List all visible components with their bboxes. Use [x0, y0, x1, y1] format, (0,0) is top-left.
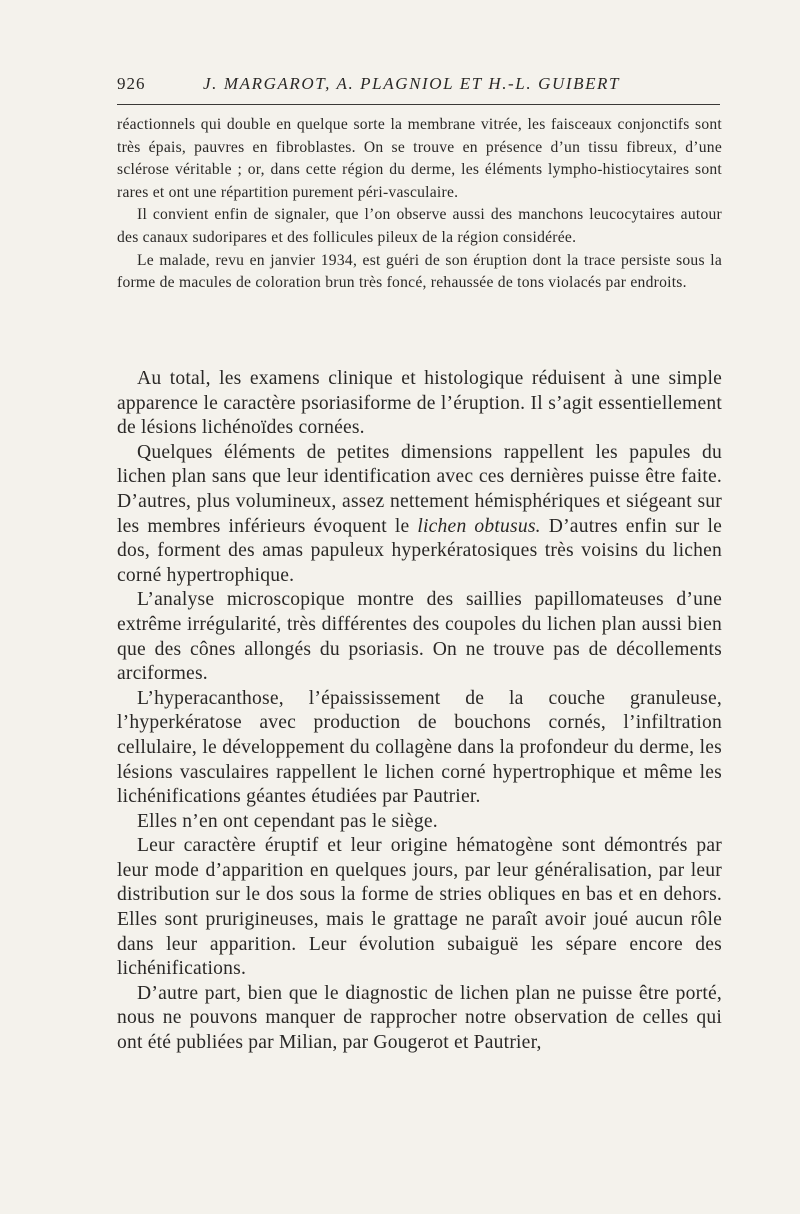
body-paragraph: L’hyperacanthose, l’épaississement de la couche granuleuse, l’hyperkératose avec production de bouchons cornés, l’infiltration cellulaire, le développement du collagène dans la profondeur du derme, les lésions vasculaires rappellent le lichen corné hypertrophique et même les lichénifications géantes étudiées par Pautrier. — [117, 687, 722, 808]
body-paragraph: Elles n’en ont cependant pas le siège. — [137, 810, 438, 832]
paragraph-text: D’autres enfin sur le dos, forment des amas papuleux hyperkératosiques très voisins du lichen corné hypertrophique. — [117, 515, 722, 586]
body-paragraph — [117, 441, 722, 589]
small-paragraph: Le malade, revu en janvier 1934, est guéri de son éruption dont la trace persiste sous la forme de macules de coloration brun très foncé, rehaussée de tons violacés par endroits. — [117, 251, 722, 292]
page-number: 926 — [117, 74, 146, 93]
body-paragraph: Au total, les examens clinique et histologique réduisent à une simple apparence le caractère psoriasiforme de l’éruption. Il s’agit essentiellement de lésions lichénoïdes cornées. — [117, 368, 722, 439]
italic-term: lichen obtusus. — [417, 515, 541, 537]
body-paragraph: D’autre part, bien que le diagnostic de lichen plan ne puisse être porté, nous ne pouvons manquer de rapprocher notre observation de celles qui ont été publiées par Milian, par Gougerot et Pautrier, — [117, 982, 722, 1054]
discussion-text — [117, 367, 722, 1056]
running-head-authors: J. MARGAROT, A. PLAGNIOL ET H.-L. GUIBERT — [203, 74, 621, 93]
small-paragraph: réactionnels qui double en quelque sorte la membrane vitrée, les faisceaux conjonctifs sont très épais, pauvres en fibroblastes. On se trouve en présence d’un tissu fibreux, d’une sclérose véritable ; or, dans cette région du derme, les éléments lympho-histiocytaires sont rares et ont une répartition purement péri-vasculaire. — [117, 116, 722, 201]
body-paragraph: Leur caractère éruptif et leur origine hématogène sont démontrés par leur mode d’apparition en quelques jours, par leur généralisation, par leur distribution sur le dos sous la forme de stries obliques en bas et en dehors. Elles sont prurigineuses, mais le grattage ne paraît avoir joué aucun rôle dans leur apparition. Leur évolution subaiguë les sépare encore des lichénifications. — [117, 835, 722, 980]
case-report-text — [117, 114, 722, 295]
small-paragraph: Il convient enfin de signaler, que l’on observe aussi des manchons leucocytaires autour des canaux sudoripares et des follicules pileux de la région considérée. — [117, 206, 722, 246]
body-paragraph: L’analyse microscopique montre des saillies papillomateuses d’une extrême irrégularité, très différentes des coupoles du lichen plan aussi bien que des cônes allongés du psoriasis. On ne trouve pas de décollements arciformes. — [117, 589, 722, 685]
header-rule — [117, 104, 720, 105]
page-header — [117, 74, 717, 102]
paragraph-text: Quelques éléments de petites dimensions rappellent les papules du lichen plan sans que leur identification avec ces dernières puisse être faite. D’autres, plus volumineux, assez nettement hémisphériques et siégeant sur les membres inférieurs évoquent le — [117, 441, 722, 537]
